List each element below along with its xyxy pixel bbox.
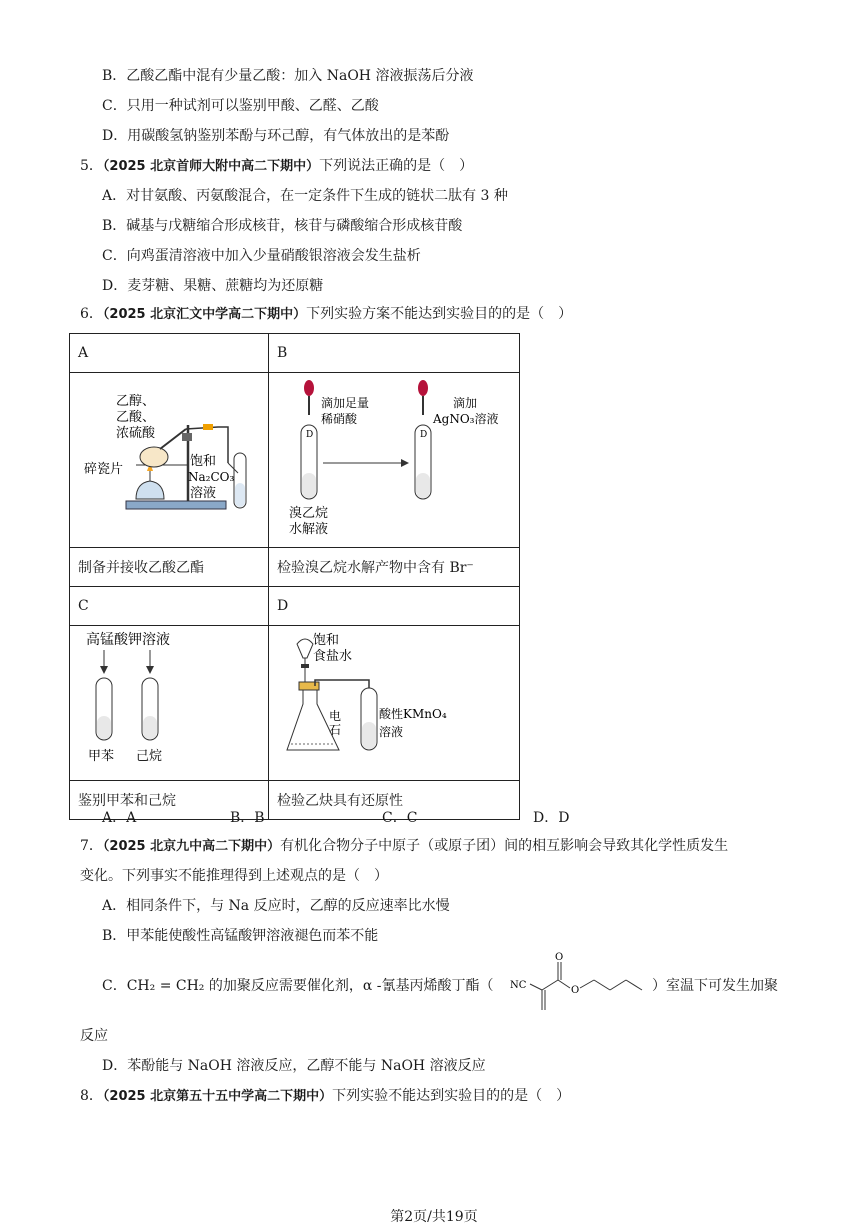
q7-option-c-part1: C．CH₂ = CH₂ 的加聚反应需要催化剂，α -氰基丙烯酸丁酯（ xyxy=(102,978,494,994)
q5-option-b: B．碱基与戊糖缩合形成核苷，核苷与磷酸缩合形成核苷酸 xyxy=(102,218,463,234)
cell-label-d: D xyxy=(269,587,520,626)
a-sat-1: 饱和 xyxy=(190,454,217,469)
b-add2-line2: AgNO₃溶液 xyxy=(433,412,499,426)
question-5 xyxy=(80,156,473,177)
question-6 xyxy=(80,304,572,325)
caption-c: 鉴别甲苯和己烷 xyxy=(70,781,269,820)
a-chips-label: 碎瓷片 xyxy=(84,462,124,477)
c-tube2-label: 己烷 xyxy=(136,749,163,764)
d-kmno4-2: 溶液 xyxy=(379,725,404,739)
q6-choice-a: A．A xyxy=(102,810,137,826)
cyanoacrylate-structure xyxy=(510,950,660,1020)
d-kmno4-1: 酸性KMnO₄ xyxy=(379,707,447,721)
b-liquid-line1: 溴乙烷 xyxy=(289,506,329,521)
q8-source: （2025 北京第五十五中学高二下期中） xyxy=(102,1089,333,1104)
caption-b: 检验溴乙烷水解产物中含有 Br⁻ xyxy=(269,548,520,587)
q8-number: 8． xyxy=(80,1088,103,1104)
q5-option-d: D．麦芽糖、果糖、蔗糖均为还原糖 xyxy=(102,278,324,294)
q6-choice-b: B．B xyxy=(230,810,265,826)
d-top-line2: 食盐水 xyxy=(313,649,353,664)
c-tube1-label: 甲苯 xyxy=(88,749,115,764)
question-7 xyxy=(80,836,728,857)
svg-text:D: D xyxy=(306,430,314,440)
b-add1-line2: 稀硝酸 xyxy=(321,412,358,426)
q6-choice-c: C．C xyxy=(382,810,418,826)
q5-number: 5． xyxy=(80,158,103,174)
a-sat-3: 溶液 xyxy=(190,486,217,501)
b-add1-line1: 滴加足量 xyxy=(321,396,370,410)
cell-label-a: A xyxy=(70,334,269,373)
q4-option-d: D．用碳酸氢钠鉴别苯酚与环己醇，有气体放出的是苯酚 xyxy=(102,128,450,144)
svg-text:D: D xyxy=(420,430,428,440)
question-8 xyxy=(80,1086,570,1107)
a-reagents-2: 乙酸、 xyxy=(116,410,156,425)
q7-option-c-part2: ）室温下可发生加聚 xyxy=(652,978,778,994)
figure-c-permanganate xyxy=(70,626,269,781)
struct-o2-label: O xyxy=(571,985,580,996)
q7-stem-2: 变化。下列事实不能推理得到上述观点的是（ ） xyxy=(80,868,388,884)
q5-stem: 下列说法正确的是（ ） xyxy=(319,158,474,174)
a-sat-2: Na₂CO₃ xyxy=(188,470,235,484)
q4-option-c: C．只用一种试剂可以鉴别甲酸、乙醛、乙酸 xyxy=(102,98,379,114)
d-stone-2: 石 xyxy=(329,723,342,737)
q7-option-a: A．相同条件下，与 Na 反应时，乙醇的反应速率比水慢 xyxy=(102,898,450,914)
q7-number: 7． xyxy=(80,838,103,854)
figure-b-bromoethane-test xyxy=(269,373,520,548)
page-footer: 第2页/共19页 xyxy=(390,1209,478,1225)
q5-source: （2025 北京首师大附中高二下期中） xyxy=(102,159,320,174)
q8-stem: 下列实验不能达到实验目的的是（ ） xyxy=(332,1088,571,1104)
a-reagents-3: 浓硫酸 xyxy=(116,426,156,441)
cell-label-c: C xyxy=(70,587,269,626)
q7-option-d: D．苯酚能与 NaOH 溶液反应，乙醇不能与 NaOH 溶液反应 xyxy=(102,1058,486,1074)
b-add2-line1: 滴加 xyxy=(453,396,478,410)
q7-option-b: B．甲苯能使酸性高锰酸钾溶液褪色而苯不能 xyxy=(102,928,379,944)
c-reagent-label: 高锰酸钾溶液 xyxy=(86,632,170,648)
q7-option-c-part3: 反应 xyxy=(80,1028,108,1044)
q6-choice-d: D．D xyxy=(533,810,570,826)
figure-d-acetylene xyxy=(269,626,520,781)
q7-source: （2025 北京九中高二下期中） xyxy=(102,839,281,854)
a-reagents-1: 乙醇、 xyxy=(116,394,156,409)
q6-number: 6． xyxy=(80,306,103,322)
d-top-line1: 饱和 xyxy=(313,633,340,648)
q6-source: （2025 北京汇文中学高二下期中） xyxy=(102,307,307,322)
figure-a-esterification xyxy=(70,373,269,548)
d-stone-1: 电 xyxy=(329,709,342,723)
struct-o1-label: O xyxy=(555,952,564,963)
cell-label-b: B xyxy=(269,334,520,373)
q7-stem-1: 有机化合物分子中原子（或原子团）间的相互影响会导致其化学性质发生 xyxy=(280,838,729,854)
caption-a: 制备并接收乙酸乙酯 xyxy=(70,548,269,587)
struct-nc-label: NC xyxy=(510,980,527,991)
q6-stem: 下列实验方案不能达到实验目的的是（ ） xyxy=(306,306,573,322)
b-liquid-line2: 水解液 xyxy=(289,522,329,537)
q5-option-a: A．对甘氨酸、丙氨酸混合，在一定条件下生成的链状二肽有 3 种 xyxy=(102,188,508,204)
q6-experiment-table xyxy=(69,333,520,820)
q5-option-c: C．向鸡蛋清溶液中加入少量硝酸银溶液会发生盐析 xyxy=(102,248,421,264)
q4-option-b: B．乙酸乙酯中混有少量乙酸：加入 NaOH 溶液振荡后分液 xyxy=(102,68,474,84)
caption-d: 检验乙炔具有还原性 xyxy=(269,781,520,820)
